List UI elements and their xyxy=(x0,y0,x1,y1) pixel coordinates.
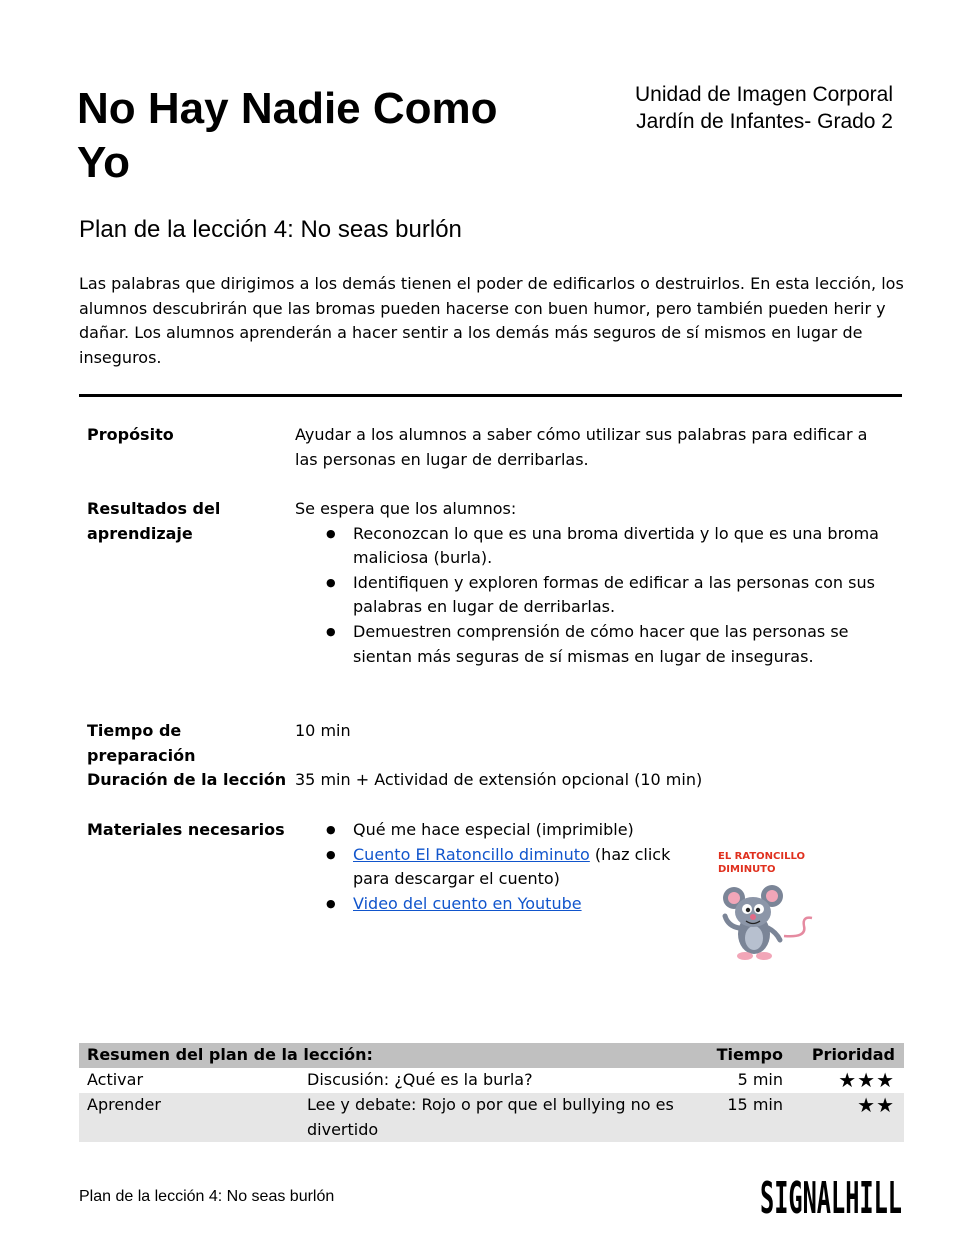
mouse-foot-left xyxy=(737,952,753,960)
mouse-ear-left-inner xyxy=(728,892,740,904)
page-title: No Hay Nadie Como Yo xyxy=(77,84,498,187)
summary-header-title: Resumen del plan de la lección: xyxy=(87,1045,373,1064)
table-row xyxy=(79,1068,904,1093)
materials-label: Materiales necesarios xyxy=(87,820,285,839)
mouse-pupil-left xyxy=(746,908,750,912)
material-printable: Qué me hace especial (imprimible) xyxy=(353,820,634,839)
purpose-value: Ayudar a los alumnos a saber cómo utilizar sus palabras para edificar a las personas en lugar de derribarlas. xyxy=(295,425,868,469)
outcomes-intro: Se espera que los alumnos: xyxy=(295,499,517,518)
footer-text: Plan de la lección 4: No seas burlón xyxy=(79,1188,335,1205)
mouse-tail xyxy=(784,918,812,937)
lesson-heading: Plan de la lección 4: No seas burlón xyxy=(79,216,462,243)
priority-stars: ★★ xyxy=(857,1093,895,1117)
prep-time-label: Tiempo de preparación xyxy=(87,721,196,765)
outcomes-list xyxy=(295,522,895,670)
summary-activity: Lee y debate: Rojo o por que el bullying no es divertido xyxy=(307,1095,674,1139)
summary-phase: Activar xyxy=(87,1070,144,1089)
outcome-item: ● Demuestren comprensión de cómo hacer que las personas se sientan más seguras de sí mismas en lugar de inseguras. xyxy=(295,620,895,669)
book-cover-image xyxy=(712,846,822,968)
priority-stars: ★★★ xyxy=(838,1068,895,1092)
story-download-link[interactable]: Cuento El Ratoncillo diminuto xyxy=(353,844,590,864)
mouse-pupil-right xyxy=(756,908,760,912)
unit-name: Unidad de Imagen Corporal xyxy=(635,83,893,106)
mouse-belly xyxy=(745,926,763,950)
duration-value: 35 min + Actividad de extensión opcional (10 min) xyxy=(295,770,703,789)
summary-phase: Aprender xyxy=(87,1095,161,1114)
unit-info xyxy=(560,81,893,135)
materials-list xyxy=(295,818,695,916)
outcome-item: ● Identifiquen y exploren formas de edificar a las personas con sus palabras en lugar de derribarlas. xyxy=(295,571,895,620)
summary-time: 5 min xyxy=(737,1070,783,1089)
signalhill-logo xyxy=(760,1163,902,1221)
section-divider xyxy=(79,394,902,397)
summary-time: 15 min xyxy=(727,1095,783,1114)
book-cover-title: EL RATONCILLO DIMINUTO xyxy=(718,851,805,875)
intro-paragraph: Las palabras que dirigimos a los demás tienen el poder de edificarlos o destruirlos. En esta lección, los alumnos descubrirán que las bromas pueden hacerse con buen humor, pero también pueden herir y dañar. Los alumnos aprenderán a hacer sentir a los demás más seguros de sí mismos en lugar de inseguros. xyxy=(79,274,904,367)
purpose-label: Propósito xyxy=(87,425,174,444)
story-download-note: (haz click para descargar el cuento) xyxy=(353,844,671,889)
material-item xyxy=(295,818,695,843)
summary-header-row xyxy=(79,1043,904,1068)
material-item xyxy=(295,843,695,892)
lesson-summary-table xyxy=(79,1043,904,1142)
summary-header-priority: Prioridad xyxy=(811,1045,895,1064)
mouse-illustration xyxy=(712,846,822,968)
brand-wordmark: SIGNALHILL xyxy=(760,1173,902,1221)
youtube-video-link[interactable]: Video del cuento en Youtube xyxy=(353,893,582,913)
materials-value xyxy=(295,818,695,916)
table-row xyxy=(79,1093,904,1142)
outcome-item: ● Reconozcan lo que es una broma divertida y lo que es una broma maliciosa (burla). xyxy=(295,522,895,571)
duration-label: Duración de la lección xyxy=(87,770,287,789)
mouse-foot-right xyxy=(756,952,772,960)
mouse-nose xyxy=(750,914,756,920)
material-item xyxy=(295,892,695,917)
mouse-head xyxy=(735,897,771,927)
mouse-ear-right-inner xyxy=(766,890,778,902)
summary-activity: Discusión: ¿Qué es la burla? xyxy=(307,1070,533,1089)
grade-level: Jardín de Infantes- Grado 2 xyxy=(636,110,893,133)
summary-header-time: Tiempo xyxy=(716,1045,783,1064)
outcomes-label: Resultados del aprendizaje xyxy=(87,499,221,543)
outcomes-value xyxy=(295,497,895,669)
prep-time-value: 10 min xyxy=(295,721,351,740)
